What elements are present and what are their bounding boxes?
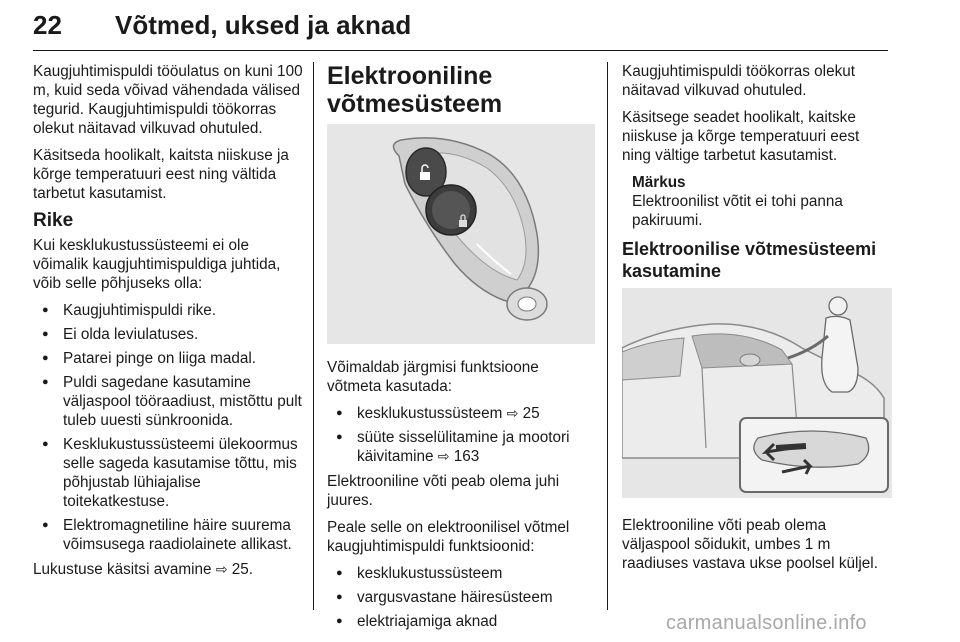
paragraph: Elektrooniline võti peab olema väljaspool sõidukit, umbes 1 m raadiuses vastava ukse poolsel küljel. xyxy=(622,517,878,572)
page-reference-link[interactable]: 25 xyxy=(518,405,540,422)
page-number: 22 xyxy=(33,10,62,40)
page-reference-arrow-icon: ⇨ xyxy=(506,405,519,421)
bullet-list xyxy=(33,301,303,554)
section-heading-rike: Rike xyxy=(33,210,74,231)
page-reference-link[interactable]: 25. xyxy=(227,561,254,578)
bullet-list xyxy=(327,404,595,466)
page-reference-arrow-icon: ⇨ xyxy=(437,448,450,464)
list-item: ● Patarei pinge on liiga madal. xyxy=(33,349,303,368)
page-header xyxy=(33,8,888,51)
section-heading-key-usage: Elektroonilise võtmesüsteemi kasutamine xyxy=(622,239,877,281)
paragraph-manual-unlock: Lukustuse käsitsi avamine ⇨ 25. xyxy=(33,561,254,578)
list-item: ● vargusvastane häiresüsteem xyxy=(327,588,595,607)
note-box xyxy=(632,173,892,230)
column-divider xyxy=(313,62,314,610)
paragraph: Võimaldab järgmisi funktsioone võtmeta kasutada: xyxy=(327,359,539,395)
column-3 xyxy=(622,62,892,581)
list-item: ● Puldi sagedane kasutamine väljaspool tööraadiust, mistõttu pult tuleb uuesti sünkroonida. xyxy=(33,373,303,430)
list-item: ● kesklukustussüsteem ⇨ 25 xyxy=(327,404,595,423)
list-item: ● elektriajamiga aknad xyxy=(327,612,595,631)
section-heading-electronic-key: Elektrooniline võtmesüsteem xyxy=(327,62,503,118)
list-item: ● Ei olda leviulatuses. xyxy=(33,325,303,344)
paragraph: Käsitsege seadet hoolikalt, kaitske niiskuse ja kõrge temperatuuri eest ning vältige tarbetut kasutamist. xyxy=(622,109,860,164)
paragraph: Kui kesklukustussüsteemi ei ole võimalik kaugjuhtimispuldiga juhtida, võib selle põhjuseks olla: xyxy=(33,237,281,292)
list-item: ● süüte sisselülitamine ja mootori käivitamine ⇨ 163 xyxy=(327,428,595,466)
list-item: ● Kesklukustussüsteemi ülekoormus selle sageda kasutamise tõttu, mis põhjustab lühiajalise toitekatkestuse. xyxy=(33,435,303,511)
column-2 xyxy=(327,62,595,637)
electronic-key-illustration xyxy=(327,124,595,344)
paragraph: Kaugjuhtimispuldi töökorras olekut näitavad vilkuvad ohutuled. xyxy=(622,63,855,99)
column-1 xyxy=(33,62,303,587)
list-item: ● kesklukustussüsteem xyxy=(327,564,595,583)
paragraph: Elektrooniline võti peab olema juhi juures. xyxy=(327,473,560,509)
list-item: ● Kaugjuhtimispuldi rike. xyxy=(33,301,303,320)
page-reference-link[interactable]: 163 xyxy=(449,448,480,465)
watermark: carmanualsonline.info xyxy=(666,612,867,634)
paragraph: Käsitseda hoolikalt, kaitsta niiskuse ja kõrge temperatuuri eest ning vältida tarbetut kasutamist. xyxy=(33,147,289,202)
column-divider xyxy=(607,62,608,610)
note-title: Märkus xyxy=(632,174,686,191)
paragraph: Kaugjuhtimispuldi tööulatus on kuni 100 m, kuid seda võivad vähendada välised tegurid. Kaugjuhtimispuldi töökorras olekut näitavad vilkuvad ohutuled. xyxy=(33,63,303,137)
paragraph: Peale selle on elektroonilisel võtmel kaugjuhtimispuldi funktsioonid: xyxy=(327,519,570,555)
bullet-list xyxy=(327,564,595,631)
note-text: Elektroonilist võtit ei tohi panna pakiruumi. xyxy=(632,193,843,229)
chapter-title: Võtmed, uksed ja aknad xyxy=(115,10,412,40)
car-door-illustration xyxy=(622,288,892,498)
list-item: ● Elektromagnetiline häire suurema võimsusega raadiolainete allikast. xyxy=(33,516,303,554)
page-reference-arrow-icon: ⇨ xyxy=(215,561,228,577)
